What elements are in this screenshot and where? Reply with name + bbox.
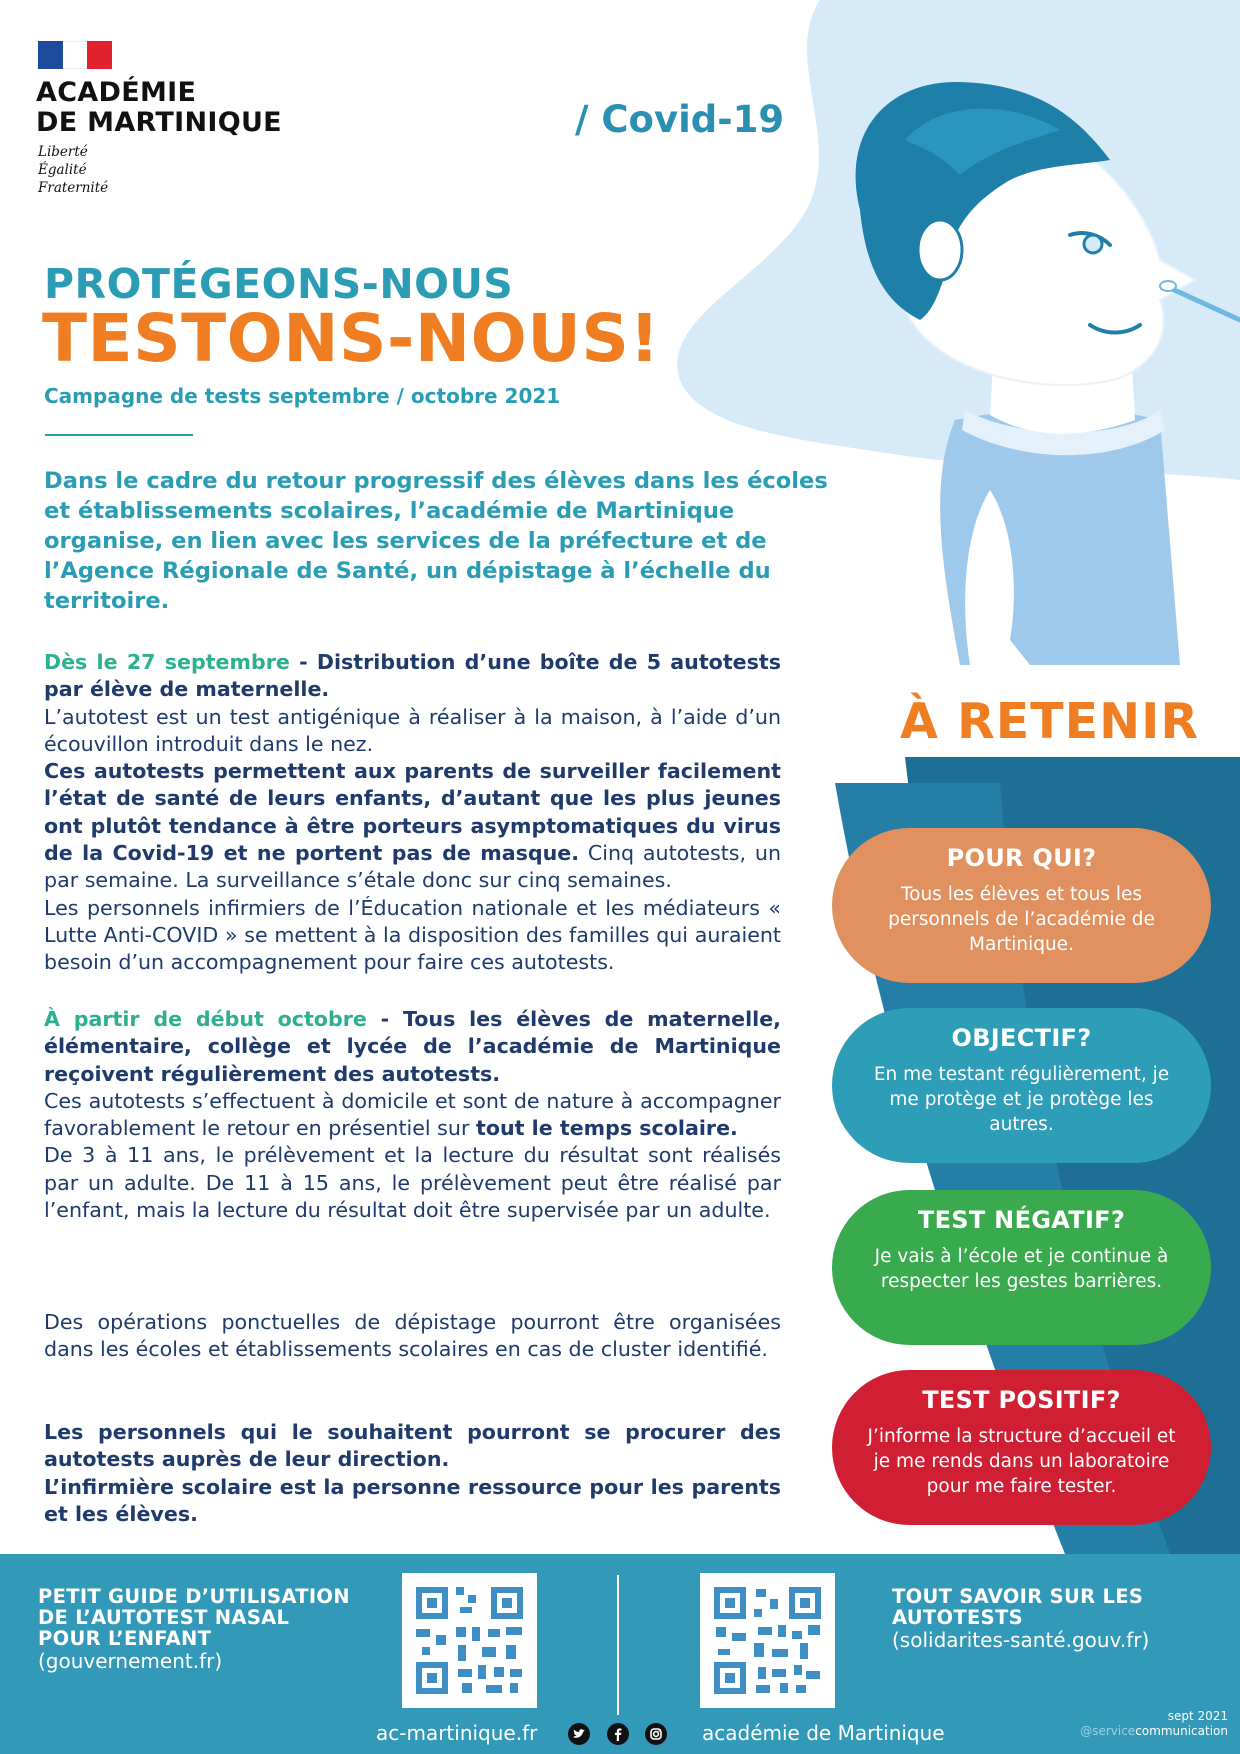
section-cluster	[44, 1309, 781, 1364]
section-oct-p2: De 3 à 11 ans, le prélèvement et la lecture du résultat sont réalisés par un adulte. De 11 à 15 ans, le prélèvement peut être réalisé par l’enfant, mais la lecture du résultat doit être supervisée par un adulte.	[44, 1143, 781, 1223]
qr-code-autotests-icon	[700, 1573, 835, 1708]
motto-liberte: Liberté	[38, 144, 88, 160]
motto-fraternite: Fraternité	[38, 180, 109, 196]
section-sept	[44, 649, 781, 977]
qr-code-guide-icon	[402, 1573, 537, 1708]
footer-guide-title-1: PETIT GUIDE D’UTILISATION	[38, 1585, 350, 1608]
card-pour-qui-title: POUR QUI?	[946, 844, 1097, 872]
section-sept-p1: L’autotest est un test antigénique à réaliser à la maison, à l’aide d’un écouvillon introduit dans le nez.	[44, 704, 781, 756]
facebook-icon[interactable]	[607, 1723, 629, 1745]
card-test-positif	[832, 1370, 1211, 1525]
section-oct-lead: Tous les élèves de maternelle, élémentaire, collège et lycée de l’académie de Martinique reçoivent régulièrement des autotests.	[44, 1007, 781, 1086]
section-oct-p1-plain: Ces autotests s’effectuent à domicile et sont de nature à accompagner favorablement le retour en présentiel sur	[44, 1088, 781, 1141]
footer-autotests-title-1: TOUT SAVOIR SUR LES	[892, 1585, 1144, 1608]
footer-autotests-source[interactable]: (solidarites-santé.gouv.fr)	[892, 1628, 1150, 1652]
footer-website-link[interactable]: ac-martinique.fr	[376, 1721, 538, 1745]
footer-autotests-block	[892, 1586, 1149, 1652]
footer-date: sept 2021	[1167, 1709, 1228, 1723]
twitter-icon[interactable]	[568, 1723, 590, 1745]
title-divider	[45, 434, 193, 436]
section-oct-p1-bold: tout le temps scolaire.	[475, 1116, 738, 1141]
footer-separator	[617, 1575, 619, 1715]
footer-guide-title-3: POUR L’ENFANT	[38, 1627, 212, 1650]
title-line1: PROTÉGEONS-NOUS	[44, 260, 514, 308]
campaign-subtitle: Campagne de tests septembre / octobre 2021	[44, 384, 561, 408]
section-staff-p2: L’infirmière scolaire est la personne ressource pour les parents et les élèves.	[44, 1474, 781, 1526]
footer-credit	[1070, 1724, 1228, 1739]
footer-guide-title-2: DE L’AUTOTEST NASAL	[38, 1606, 290, 1629]
card-objectif-text: En me testant régulièrement, je me protège et je protège les autres.	[873, 1064, 1170, 1135]
intro-paragraph: Dans le cadre du retour progressif des élèves dans les écoles et établissements scolaires, l’académie de Martinique organise, en lien avec les services de la préfecture et de l’Agence Régionale de Santé, un dépistage à l’échelle du territoire.	[44, 468, 828, 614]
retenir-title: À RETENIR	[900, 693, 1200, 750]
card-objectif	[832, 1008, 1211, 1163]
qr-code-guide[interactable]	[402, 1573, 537, 1708]
card-pour-qui-text: Tous les élèves et tous les personnels de l’académie de Martinique.	[888, 884, 1155, 955]
footer-credits	[1070, 1709, 1228, 1739]
title-line2: TESTONS-NOUS!	[42, 300, 660, 377]
section-sept-dash: -	[289, 650, 317, 674]
card-test-positif-text: J’informe la structure d’accueil et je me rends dans un laboratoire pour me faire tester.	[867, 1426, 1176, 1497]
footer-credit-pre: @service	[1080, 1724, 1136, 1738]
section-staff	[44, 1419, 781, 1528]
academy-name	[36, 78, 282, 138]
card-test-negatif	[832, 1190, 1211, 1345]
card-test-negatif-title: TEST NÉGATIF?	[917, 1206, 1126, 1234]
motto-egalite: Égalité	[38, 162, 87, 178]
section-oct-dash: -	[366, 1007, 403, 1031]
section-staff-p1: Les personnels qui le souhaitent pourront se procurer des autotests auprès de leur direction.	[44, 1420, 781, 1472]
footer-social-handle[interactable]: académie de Martinique	[702, 1721, 945, 1745]
academy-name-line1: ACADÉMIE	[36, 77, 197, 108]
footer-guide-block	[38, 1586, 350, 1673]
covid-tag: / Covid-19	[575, 98, 785, 141]
card-objectif-title: OBJECTIF?	[951, 1024, 1092, 1052]
section-sept-date: Dès le 27 septembre	[44, 650, 290, 674]
qr-code-autotests[interactable]	[700, 1573, 835, 1708]
section-sept-p2-bold: Ces autotests permettent aux parents de surveiller facilement l’état de santé de leurs enfants, d’autant que les plus jeunes ont plutôt tendance à être porteurs asymptomatiques du virus de la Covid-19 et ne portent pas de masque.	[44, 759, 781, 866]
card-test-negatif-text: Je vais à l’école et je continue à respecter les gestes barrières.	[874, 1246, 1169, 1292]
section-sept-p2-rest: Cinq autotests, un par semaine. La surveillance s’étale donc sur cinq semaines.	[44, 841, 781, 893]
card-test-positif-title: TEST POSITIF?	[922, 1386, 1121, 1414]
footer-autotests-title-2: AUTOTESTS	[892, 1606, 1023, 1629]
section-oct	[44, 1006, 781, 1224]
section-sept-p3: Les personnels infirmiers de l’Éducation nationale et les médiateurs « Lutte Anti-COVID » se mettent à la disposition des familles qui auraient besoin d’un accompagnement pour faire ces autotests.	[44, 895, 781, 975]
section-oct-date: À partir de début octobre	[44, 1007, 367, 1031]
academy-name-line2: DE MARTINIQUE	[36, 107, 282, 138]
republic-flag-logo	[38, 41, 112, 69]
footer-guide-source[interactable]: (gouvernement.fr)	[38, 1649, 223, 1673]
instagram-icon[interactable]	[645, 1723, 667, 1745]
section-cluster-text: Des opérations ponctuelles de dépistage pourront être organisées dans les écoles et établissements scolaires en cas de cluster identifié.	[44, 1310, 781, 1362]
republic-motto	[38, 143, 108, 197]
footer-credit-post: communication	[1135, 1724, 1228, 1738]
section-sept-lead: Distribution d’une boîte de 5 autotests par élève de maternelle.	[44, 650, 782, 702]
card-pour-qui	[832, 828, 1211, 983]
